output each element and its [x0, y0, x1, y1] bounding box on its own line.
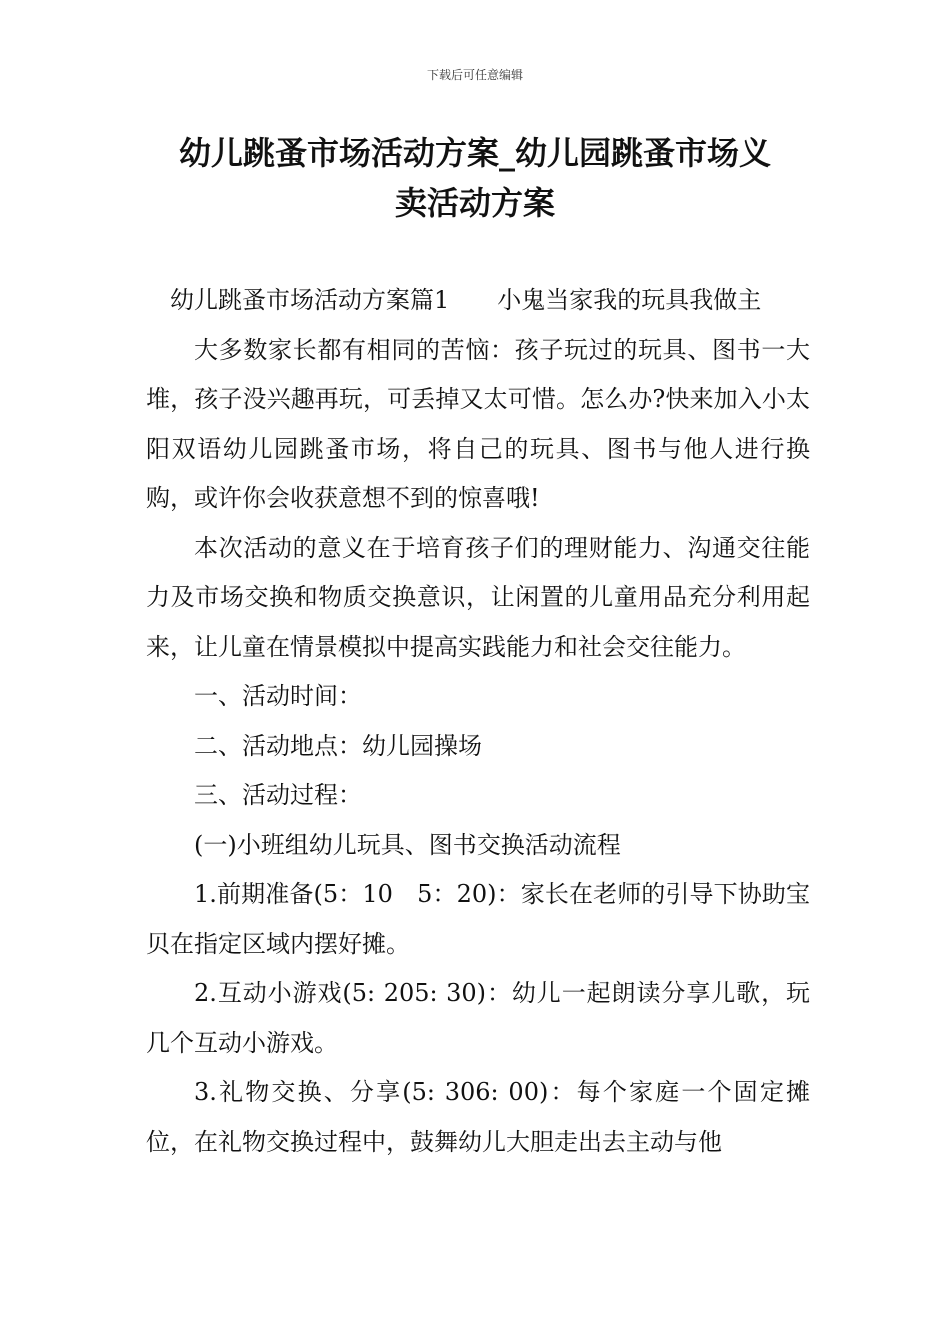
- paragraph: 3.礼物交换、分享(5: 306: 00)：每个家庭一个固定摊位，在礼物交换过程中，鼓舞幼儿大胆走出去主动与他: [146, 1078, 810, 1156]
- paragraph: 一、活动时间：: [194, 682, 362, 710]
- paragraph: 大多数家长都有相同的苦恼：孩子玩过的玩具、图书一大堆，孩子没兴趣再玩，可丢掉又太可惜。怎么办?快来加入小太阳双语幼儿园跳蚤市场，将自己的玩具、图书与他人进行换购，或许你会收获意想不到的惊喜哦!: [146, 335, 810, 512]
- paragraph: 1.前期准备(5：10 5：20)：家长在老师的引导下协助宝贝在指定区域内摆好摊。: [146, 880, 810, 958]
- paragraph: 2.互动小游戏(5: 205: 30)：幼儿一起朗读分享儿歌，玩几个互动小游戏。: [146, 979, 810, 1057]
- paragraph: 二、活动地点：幼儿园操场: [194, 731, 482, 760]
- page-title: [100, 128, 850, 228]
- title-line-2: 卖活动方案: [394, 184, 555, 222]
- document-body: [146, 276, 810, 1167]
- header-note: 下载后可任意编辑: [426, 68, 523, 82]
- paragraph: 三、活动过程：: [194, 781, 362, 809]
- title-line-1: 幼儿跳蚤市场活动方案_幼儿园跳蚤市场义: [178, 134, 771, 172]
- paragraph-heading: 幼儿跳蚤市场活动方案篇1 小鬼当家我的玩具我做主: [170, 286, 762, 314]
- paragraph: (一)小班组幼儿玩具、图书交换活动流程: [194, 830, 621, 859]
- paragraph: 本次活动的意义在于培育孩子们的理财能力、沟通交往能力及市场交换和物质交换意识，让闲置的儿童用品充分利用起来，让儿童在情景模拟中提高实践能力和社会交往能力。: [146, 533, 810, 661]
